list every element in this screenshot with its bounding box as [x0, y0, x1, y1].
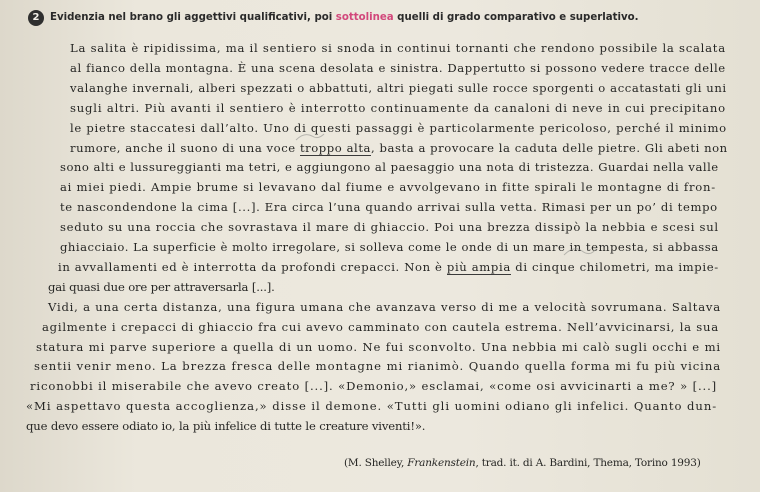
exercise-header	[0, 0, 760, 30]
passage-line	[48, 279, 275, 296]
passage-line	[60, 199, 718, 216]
passage-line	[60, 159, 719, 176]
line-text: statura mi parve superiore a quella di un uomo. Ne fui sconvolto. Una nebbia mi calò sugli occhi e mi	[36, 339, 722, 354]
passage-line	[30, 378, 717, 395]
passage-line	[70, 60, 726, 77]
line-text: rumore, anche il suono di una voce	[70, 140, 300, 155]
line-text: ghiacciaio. La superficie è molto irregolare, si solleva come le onde di un mare in tempesta, si abbassa	[60, 240, 719, 254]
passage-line	[48, 299, 721, 316]
exercise-number: 2	[28, 10, 44, 26]
line-text: sono alti e lussureggianti ma tetri, e aggiungono al paesaggio una nota di tristezza. Guardai nella valle	[60, 160, 719, 175]
passage-line	[70, 80, 727, 97]
line-text: sugli altri. Più avanti il sentiero è interrotto continuamente da canaloni di neve in cui precipitano	[70, 100, 726, 115]
line-text: , basta a provocare la caduta delle pietre. Gli abeti non	[371, 140, 728, 155]
instruction-post: quelli di grado comparativo e superlativo.	[393, 12, 639, 23]
citation-title: Frankenstein	[407, 457, 476, 469]
instruction-pre: Evidenzia nel brano gli aggettivi qualificativi, poi	[50, 12, 336, 23]
passage-line	[42, 319, 719, 336]
line-text: in avvallamenti ed è interrotta da profondi crepacci. Non è	[58, 259, 447, 274]
passage-line	[36, 339, 721, 356]
line-text: sentii venir meno. La brezza fresca delle montagne mi rianimò. Quando quella forma mi fu più vicina	[34, 359, 722, 374]
passage-line	[26, 398, 717, 415]
underlined-comparative: più ampia	[446, 259, 511, 274]
passage-line	[60, 239, 719, 256]
exercise-instruction	[50, 10, 750, 26]
line-text: La salita è ripidissima, ma il sentiero si snoda in continui tornanti che rendono possibile la scalata	[70, 41, 726, 55]
passage-line	[70, 40, 726, 57]
passage-line	[26, 418, 425, 435]
line-text: que devo essere odiato io, la più infelice di tutte le creature viventi!».	[26, 419, 426, 434]
line-text: al fianco della montagna. È una scena desolata e sinistra. Dappertutto si possono vedere tracce delle	[70, 60, 726, 75]
passage-line	[70, 140, 728, 157]
passage-line	[34, 358, 721, 375]
passage-line	[70, 120, 727, 137]
citation-pre: (M. Shelley,	[344, 457, 408, 469]
passage-line	[58, 259, 719, 276]
passage-line	[60, 179, 716, 196]
passage-line	[60, 219, 719, 236]
line-text: riconobbi il miserabile che avevo creato [...]. «Demonio,» esclamai, «come osi avvicinarti a me? » [...]	[30, 379, 718, 394]
line-text: gai quasi due ore per attraversarla [...].	[48, 279, 275, 294]
line-text: «Mi aspettavo questa accoglienza,» disse il demone. «Tutti gli uomini odiano gli infelici. Quanto dun-	[26, 399, 718, 414]
underlined-comparative: troppo alta	[299, 140, 372, 155]
passage-line	[70, 100, 726, 117]
instruction-highlight: sottolinea	[335, 12, 394, 23]
citation-post: , trad. it. di A. Bardini, Thema, Torino 1993)	[475, 457, 701, 469]
line-text: agilmente i crepacci di ghiaccio fra cui avevo camminato con cautela estrema. Nell’avvicinarsi, la sua	[42, 319, 719, 334]
line-text: le pietre staccatesi dall’alto. Uno di questi passaggi è particolarmente pericoloso, perché il minimo	[70, 120, 727, 135]
line-text: di cinque chilometri, ma impie-	[510, 259, 719, 274]
line-text: Vidi, a una certa distanza, una figura umana che avanzava verso di me a velocità sovrumana. Saltava	[48, 299, 721, 314]
line-text: valanghe invernali, alberi spezzati o abbattuti, altri piegati sulle rocce sporgenti o accatastati gli uni	[70, 80, 727, 95]
line-text: te nascondendone la cima [...]. Era circa l’una quando arrivai sulla vetta. Rimasi per un po’ di tempo	[60, 200, 718, 215]
citation	[344, 455, 701, 471]
line-text: seduto su una roccia che sovrastava il mare di ghiaccio. Poi una brezza dissipò la nebbia e scesi sul	[60, 220, 719, 235]
line-text: ai miei piedi. Ampie brume si levavano dal fiume e avvolgevano in fitte spirali le montagne di fron-	[60, 180, 716, 195]
